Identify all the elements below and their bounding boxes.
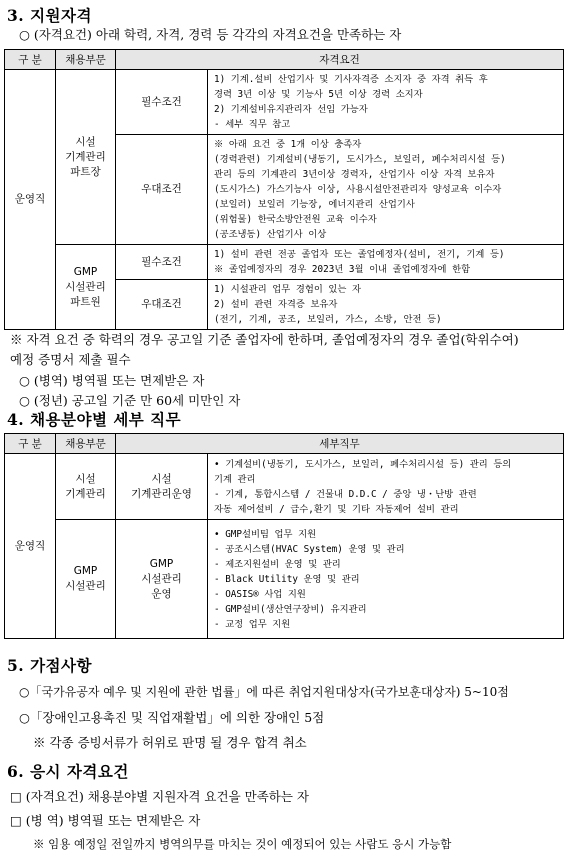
note-education: ※ 자격 요건 중 학력의 경우 공고일 기준 졸업자에 한하며, 졸업예정자의 경우 졸업(학위수여) (10, 332, 519, 347)
section-6-title: 6. 응시 자격요건 (7, 762, 129, 781)
dept-line: 기계관리 (65, 487, 106, 500)
section-5-title: 5. 가점사항 (7, 656, 92, 675)
d1-must-cell (208, 70, 564, 135)
subdept-line: 기계관리운영 (131, 487, 192, 500)
header-duty: 세부직무 (116, 434, 564, 454)
row1-duty-cell (208, 454, 564, 520)
section-4-title: 4. 채용분야별 세부 직무 (7, 410, 182, 429)
dept-line: 파트원 (70, 295, 101, 308)
text-line: 관리 등의 기계관리 3년이상 경력자, 산업기사 이상 자격 보유자 (214, 169, 495, 180)
section-3-title: 3. 지원자격 (7, 6, 92, 25)
text-line: (도시가스) 가스기능사 이상, 사용시설안전관리자 양성교육 이수자 (214, 184, 502, 195)
subdept-line: GMP (149, 557, 174, 570)
subdept-line: 시설관리 (141, 572, 182, 585)
subdept-line: 시설 (151, 472, 172, 485)
label-must: 필수조건 (116, 245, 208, 280)
text-line: (경력관련) 기계설비(냉동기, 도시가스, 보일러, 폐수처리시설 등) (214, 154, 506, 165)
text-line: - 세부 직무 참고 (214, 119, 291, 130)
header-gubun: 구 분 (5, 50, 56, 70)
text-line: ※ 아래 요건 중 1개 이상 충족자 (214, 139, 362, 150)
text-line: 경력 3년 이상 및 기능사 5년 이상 경력 소지자 (214, 89, 423, 100)
text-line: - GMP설비(생산연구장비) 유지관리 (214, 603, 367, 615)
text-line: 1) 설비 관련 전공 졸업자 또는 졸업예정자(설비, 전기, 기계 등) (214, 249, 505, 260)
subdept-line: 운영 (151, 587, 172, 600)
qualification-intro: ○ (자격요건) 아래 학력, 자격, 경력 등 각각의 자격요건을 만족하는 자 (19, 27, 402, 42)
dept-cell-facility (56, 454, 116, 520)
bonus-veterans: ○「국가유공자 예우 및 지원에 관한 법률」에 따른 취업지원대상자(국가보훈대상자) 5~10점 (19, 685, 509, 699)
subdept-cell (116, 454, 208, 520)
text-line: 2) 설비 관련 자격증 보유자 (214, 299, 338, 310)
text-line: - OASIS® 사업 지원 (214, 588, 306, 600)
text-line: • 기계설비(냉동기, 도시가스, 보일러, 폐수처리시설 등) 관리 등의 (214, 458, 512, 470)
qualification-table (4, 49, 564, 330)
text-line: - 교정 업무 지원 (214, 618, 291, 630)
text-line: (보일러) 보일러 기능장, 에너지관리 산업기사 (214, 199, 415, 210)
d2-pref-cell (208, 280, 564, 330)
dept-line: GMP (73, 565, 98, 577)
dept-line: 시설관리 (65, 280, 106, 293)
dept-cell-gmp (56, 520, 116, 639)
category-cell: 운영직 (5, 70, 56, 330)
dept-line: 시설 (75, 472, 96, 485)
note-military: ○ (병역) 병역필 또는 면제받은 자 (19, 373, 205, 388)
text-line: 2) 기계설비유지관리자 선임 가능자 (214, 104, 368, 115)
note-education-cont: 예정 증명서 제출 필수 (10, 352, 131, 367)
text-line: 기계 관리 (214, 473, 256, 485)
text-line: - 기계, 통합시스템 / 건물내 D.D.C / 중앙 냉・난방 관련 (214, 488, 477, 500)
text-line: (위험물) 한국소방안전원 교육 이수자 (214, 214, 377, 225)
label-must: 필수조건 (116, 70, 208, 135)
bonus-disabled: ○「장애인고용촉진 및 직업재활법」에 의한 장애인 5점 (19, 710, 325, 725)
text-line: (전기, 기계, 공조, 보일러, 가스, 소방, 안전 등) (214, 314, 442, 325)
dept-cell-facility (56, 70, 116, 245)
eligibility-requirements: □ (자격요건) 채용분야별 지원자격 요건을 만족하는 자 (10, 789, 309, 804)
duty-table (4, 433, 564, 639)
eligibility-military: □ (병 역) 병역필 또는 면제받은 자 (10, 813, 201, 828)
d2-must-cell (208, 245, 564, 280)
header-dept: 채용부문 (56, 50, 116, 70)
header-requirements: 자격요건 (116, 50, 564, 70)
header-dept: 채용부문 (56, 434, 116, 454)
text-line: - 공조시스템(HVAC System) 운영 및 관리 (214, 543, 405, 555)
text-line: 1) 시설관리 업무 경험이 있는 자 (214, 284, 361, 295)
row2-duty-cell (208, 520, 564, 639)
note-retirement: ○ (정년) 공고일 기준 만 60세 미만인 자 (19, 393, 241, 408)
dept-line: 파트장 (70, 165, 101, 178)
subdept-cell (116, 520, 208, 639)
label-pref: 우대조건 (116, 280, 208, 330)
header-gubun: 구 분 (5, 434, 56, 454)
label-pref: 우대조건 (116, 135, 208, 245)
text-line: - Black Utility 운영 및 관리 (214, 573, 360, 585)
text-line: - 제조지원설비 운영 및 관리 (214, 558, 341, 570)
text-line: 자동 제어설비 / 급수,환기 및 기타 자동제어 설비 관리 (214, 503, 459, 515)
dept-line: 기계관리 (65, 150, 106, 163)
text-line: (공조냉동) 산업기사 이상 (214, 229, 327, 240)
dept-line: GMP (73, 265, 98, 278)
eligibility-military-note: ※ 임용 예정일 전일까지 병역의무를 마치는 것이 예정되어 있는 사람도 응시 가능함 (33, 837, 452, 851)
category-cell: 운영직 (5, 454, 56, 639)
dept-cell-gmp (56, 245, 116, 330)
d1-pref-cell (208, 135, 564, 245)
text-line: • GMP설비팀 업무 지원 (214, 528, 317, 540)
text-line: ※ 졸업예정자의 경우 2023년 3월 이내 졸업예정자에 한함 (214, 264, 471, 275)
dept-line: 시설관리 (65, 580, 106, 592)
text-line: 1) 기계.설비 산업기사 및 기사자격증 소지자 중 자격 취득 후 (214, 74, 488, 85)
dept-line: 시설 (75, 135, 96, 148)
bonus-false-docs-note: ※ 각종 증빙서류가 허위로 판명 될 경우 합격 취소 (33, 735, 307, 750)
